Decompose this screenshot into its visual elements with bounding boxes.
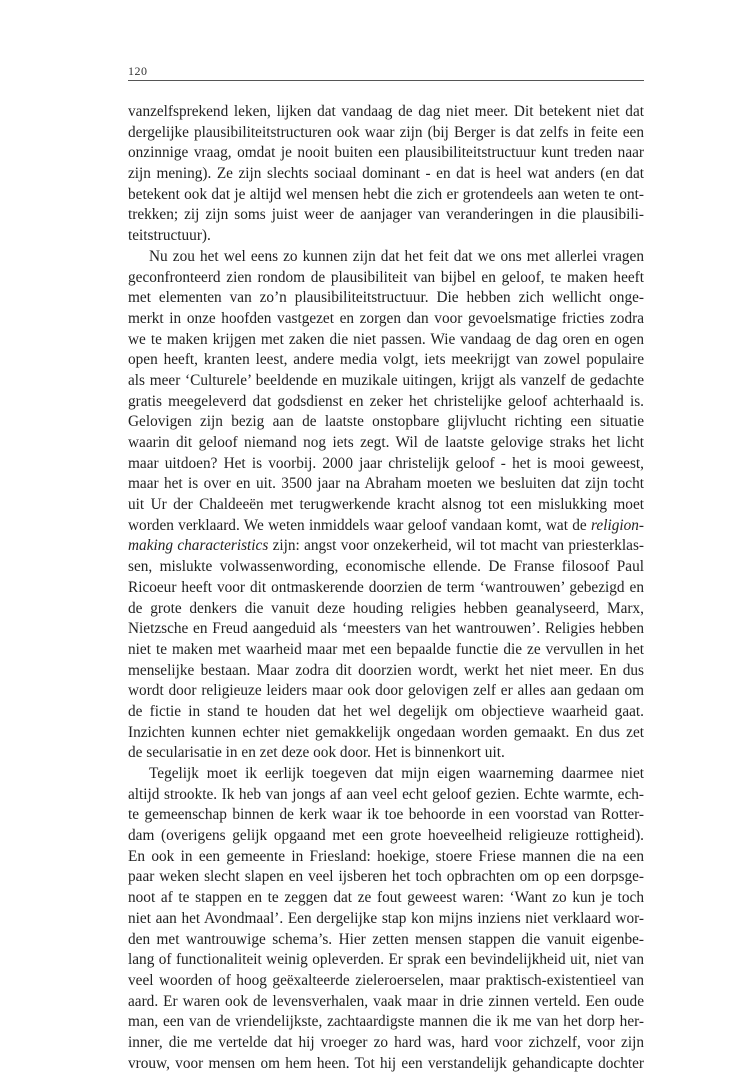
text-line — [128, 143, 644, 164]
text-line — [128, 412, 644, 433]
text-line — [128, 764, 644, 785]
text-line — [128, 536, 644, 557]
text-line — [128, 888, 644, 909]
line-text: dam (overigens gelijk opgaand met een grote hoeveelheid religieuze rottigheid). — [128, 827, 644, 845]
text-line — [128, 474, 644, 495]
text-line — [128, 599, 644, 620]
text-line — [128, 930, 644, 951]
line-text: aard. Er waren ook de levensverhalen, vaak maar in drie zinnen verteld. Een oude — [128, 992, 644, 1010]
line-text: maar uitdoen? Het is voorbij. 2000 jaar christelijk geloof - het is mooi geweest, — [128, 454, 644, 472]
line-text: Gelovigen zijn bezig aan de laatste onstopbare glijvlucht richting een situatie — [128, 413, 644, 431]
text-line — [128, 288, 644, 309]
header-rule — [128, 80, 644, 81]
line-text: geconfronteerd zien rondom de plausibiliteit van bijbel en geloof, te maken heeft — [128, 268, 644, 286]
line-text: de fictie in stand te houden dat het wel degelijk om objectieve waarheid gaat. — [128, 702, 644, 720]
line-text: veel woorden of hoog geëxalteerde zieleroerselen, maar praktisch-existentieel van — [128, 971, 644, 989]
line-text: noot af te stappen en te zeggen dat ze fout geweest waren: ‘Want zo kun je toch — [128, 889, 644, 907]
text-line — [128, 495, 644, 516]
line-text: Inzichten kunnen echter niet gemakkelijk ongedaan worden gemaakt. En dus zet — [128, 723, 644, 741]
text-line — [128, 247, 644, 268]
line-text: En ook in een gemeente in Friesland: hoekige, stoere Friese mannen die na een — [128, 847, 644, 865]
line-text: uit Ur der Chaldeeën met terugwerkende kracht alsnog tot een mislukking moet — [128, 496, 644, 514]
text-line — [128, 950, 644, 971]
line-text: den met wantrouwige schema’s. Hier zetten mensen stappen die vanuit eigenbe- — [128, 930, 644, 948]
text-line — [128, 205, 644, 226]
line-text: inner, die me vertelde dat hij vroeger zo hard was, hard voor zichzelf, voor zijn — [128, 1033, 644, 1051]
text-line — [128, 433, 644, 454]
text-line — [128, 681, 644, 702]
line-text: trekken; zij zijn soms juist weer de aanjager van veranderingen in die plausibili- — [128, 206, 644, 224]
line-text: maar het is over en uit. 3500 jaar na Abraham moeten we besluiten dat zijn tocht — [128, 475, 644, 493]
text-line — [128, 454, 644, 475]
line-text: man, een van de vriendelijkste, zachtaardigste mannen die ik me van het dorp her- — [128, 1013, 644, 1031]
line-text: lang of functionaliteit weinig opleverden. Er sprak een bevindelijkheid uit, niet van — [128, 951, 644, 969]
text-line — [128, 185, 644, 206]
text-line — [128, 743, 644, 764]
text-line — [128, 826, 644, 847]
text-line — [128, 330, 644, 351]
line-text: Tegelijk moet ik eerlijk toegeven dat mijn eigen waarneming daarmee niet — [149, 765, 644, 782]
line-text: gratis meegeleverd dat godsdienst en zeker het christelijke geloof achterhaald is. — [128, 392, 644, 410]
text-line — [128, 309, 644, 330]
line-text: Ricoeur heeft voor dit ontmaskerende doorzien de term ‘wantrouwen’ gebezigd en — [128, 578, 644, 596]
line-text: zijn mening). Ze zijn slechts sociaal dominant - en dat is heel wat anders (en dat — [128, 165, 644, 183]
italic-text: religion- — [591, 516, 644, 534]
line-text: met elementen van zo’n plausibiliteitstructuur. Die hebben zich wellicht onge- — [128, 289, 644, 307]
text-line — [128, 702, 644, 723]
line-text: onzinnige vraag, omdat je nooit buiten een plausibiliteitstructuur kunt treden naar — [128, 144, 644, 162]
body-text — [128, 102, 644, 1074]
text-line — [128, 867, 644, 888]
line-text: waarin dit geloof niemand nog iets zegt. Wil de laatste gelovige straks het licht — [128, 434, 644, 451]
line-text: altijd strookte. Ik heb van jongs af aan veel echt geloof gezien. Echte warmte, ech- — [128, 785, 644, 803]
line-text: wordt door religieuze leiders maar ook door gelovigen zelf er alles aan gedaan om — [128, 682, 644, 700]
text-line — [128, 992, 644, 1013]
text-line — [128, 350, 644, 371]
text-line — [128, 723, 644, 744]
text-line — [128, 971, 644, 992]
line-text: betekent ook dat je altijd wel mensen hebt die zich er grotendeels aan weten te ont- — [128, 185, 644, 203]
line-text: paar weken slecht slapen en veel ijsberen het toch opbrachten om op een dorpsge- — [128, 868, 644, 886]
page-number: 120 — [128, 64, 148, 78]
line-text: dergelijke plausibiliteitstructuren ook waar zijn (bij Berger is dat zelfs in feite een — [128, 123, 644, 141]
text-line — [128, 123, 644, 144]
line-text: zijn: angst voor onzekerheid, wil tot macht van priesterklas- — [268, 537, 644, 555]
line-text: worden verklaard. We weten inmiddels waar geloof vandaan komt, wat de — [128, 516, 587, 534]
line-text: merkt in onze hoofden vastgezet en zorgen dan voor gevoelsmatige fricties zodra — [128, 309, 644, 327]
line-text: als meer ‘Culturele’ beeldende en muzikale uitingen, krijgt als vanzelf de gedachte — [128, 371, 644, 389]
text-line — [128, 1033, 644, 1054]
text-line — [128, 1054, 644, 1074]
text-line — [128, 640, 644, 661]
line-text: Nu zou het wel eens zo kunnen zijn dat het feit dat we ons met allerlei vragen — [149, 247, 644, 265]
text-line — [128, 102, 644, 123]
line-text: sen, mislukte volwassenwording, economische ellende. De Franse filosoof Paul — [128, 558, 644, 576]
text-line — [128, 164, 644, 185]
line-text: de secularisatie in en zet deze ook door. Het is binnenkort uit. — [128, 744, 505, 762]
text-line — [128, 516, 644, 537]
text-line — [128, 1012, 644, 1033]
text-line — [128, 578, 644, 599]
line-text: te gemeenschap binnen de kerk waar ik toe behoorde in een voorstad van Rotter- — [128, 806, 644, 824]
text-line — [128, 557, 644, 578]
text-line — [128, 226, 644, 247]
line-text: menselijke bestaan. Maar zodra dit doorzien wordt, werkt het niet meer. En dus — [128, 661, 644, 679]
line-text: vanzelfsprekend leken, lijken dat vandaag de dag niet meer. Dit betekent niet dat — [128, 103, 644, 120]
text-line — [128, 909, 644, 930]
text-line — [128, 371, 644, 392]
text-line — [128, 392, 644, 413]
line-text: teitstructuur). — [128, 227, 211, 245]
italic-text: making characteristics — [128, 537, 269, 555]
line-text: Nietzsche en Freud aangeduid als ‘meesters van het wantrouwen’. Religies hebben — [128, 620, 644, 638]
line-text: we te maken krijgen met zaken die niet passen. Wie vandaag de dag oren en ogen — [128, 330, 644, 348]
line-text: vrouw, voor mensen om hem heen. Tot hij een verstandelijk gehandicapte dochter — [128, 1054, 644, 1072]
text-line — [128, 661, 644, 682]
line-text: niet te maken met waarheid maar met een bepaalde functie die ze vervullen in het — [128, 640, 644, 658]
line-text: open heeft, kranten leest, andere media volgt, iets meekrijgt van zowel populaire — [128, 351, 644, 369]
text-line — [128, 268, 644, 289]
line-text: niet aan het Avondmaal’. Een dergelijke stap kon mijns inziens niet verklaard wor- — [128, 909, 644, 927]
text-line — [128, 619, 644, 640]
text-line — [128, 785, 644, 806]
line-text: de grote denkers die vanuit deze houding religies hebben geanalyseerd, Marx, — [128, 599, 644, 617]
text-line — [128, 847, 644, 868]
text-line — [128, 805, 644, 826]
